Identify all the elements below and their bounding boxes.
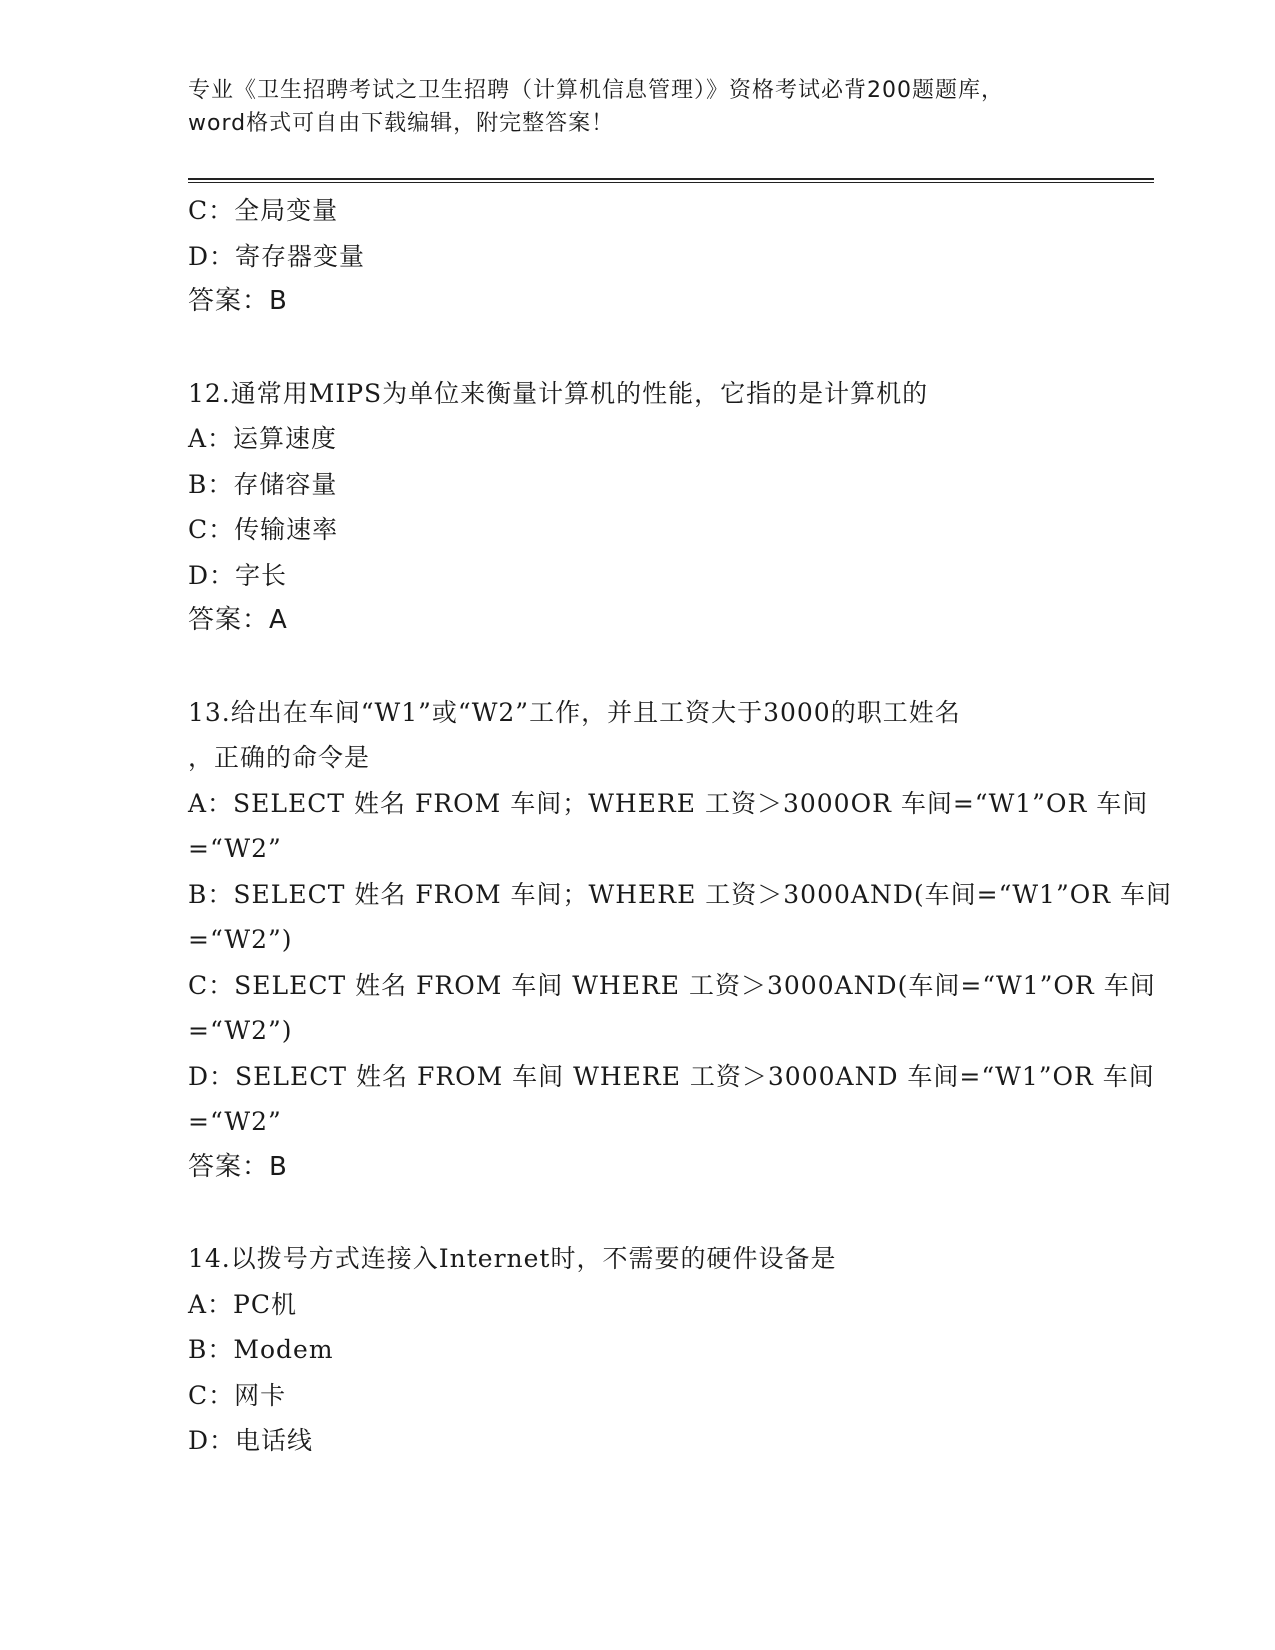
question-text: 13.给出在车间“W1”或“W2”工作，并且工资大于3000的职工姓名 [188, 697, 961, 727]
option-b-continued: =“W2”) [188, 925, 293, 954]
header-line-2: word格式可自由下载编辑，附完整答案！ [188, 111, 615, 136]
option-d: D：寄存器变量 [188, 241, 366, 271]
option-d-continued: =“W2” [188, 1107, 282, 1136]
option-a: A：PC机 [188, 1289, 298, 1319]
option-c: C：传输速率 [188, 515, 339, 544]
option-a: A：运算速度 [188, 424, 338, 453]
spacer [188, 1190, 1108, 1236]
option-b: B：存储容量 [188, 469, 338, 499]
question-block-13 [188, 690, 1172, 1191]
question-text: 14.以拨号方式连接入Internet时，不需要的硬件设备是 [188, 1244, 837, 1273]
spacer [188, 325, 1108, 371]
question-text-continued: ，正确的命令是 [188, 743, 371, 772]
spacer [188, 644, 1108, 690]
question-text: 12.通常用MIPS为单位来衡量计算机的性能，它指的是计算机的 [188, 378, 929, 408]
answer-line: 答案：B [188, 286, 288, 316]
option-c: C：网卡 [188, 1380, 287, 1410]
option-c-continued: =“W2”) [188, 1016, 293, 1045]
option-b: B：Modem [188, 1335, 334, 1364]
option-c: C：SELECT 姓名 FROM 车间 WHERE 工资＞3000AND(车间=“W1”OR 车间 [188, 970, 1156, 1000]
question-block-prev [188, 188, 1108, 325]
option-b: B：SELECT 姓名 FROM 车间；WHERE 工资＞3000AND(车间=“W1”OR 车间 [188, 879, 1172, 909]
answer-line: 答案：A [188, 605, 288, 635]
header-divider-thin [188, 182, 1154, 183]
question-block-14 [188, 1236, 1108, 1464]
option-c: C：全局变量 [188, 196, 339, 225]
question-list [188, 188, 1172, 1464]
option-a-continued: =“W2” [188, 834, 282, 863]
document-header [188, 74, 1088, 140]
question-block-12 [188, 371, 1108, 644]
header-divider-thick [188, 178, 1154, 180]
option-a: A：SELECT 姓名 FROM 车间；WHERE 工资＞3000OR 车间=“W1”OR 车间 [188, 788, 1149, 818]
option-d: D：SELECT 姓名 FROM 车间 WHERE 工资＞3000AND 车间=“W1”OR 车间 [188, 1061, 1155, 1091]
option-d: D：电话线 [188, 1426, 314, 1455]
answer-line: 答案：B [188, 1151, 288, 1182]
option-d: D：字长 [188, 560, 288, 590]
header-line-1: 专业《卫生招聘考试之卫生招聘（计算机信息管理）》资格考试必背200题题库， [188, 78, 1004, 103]
